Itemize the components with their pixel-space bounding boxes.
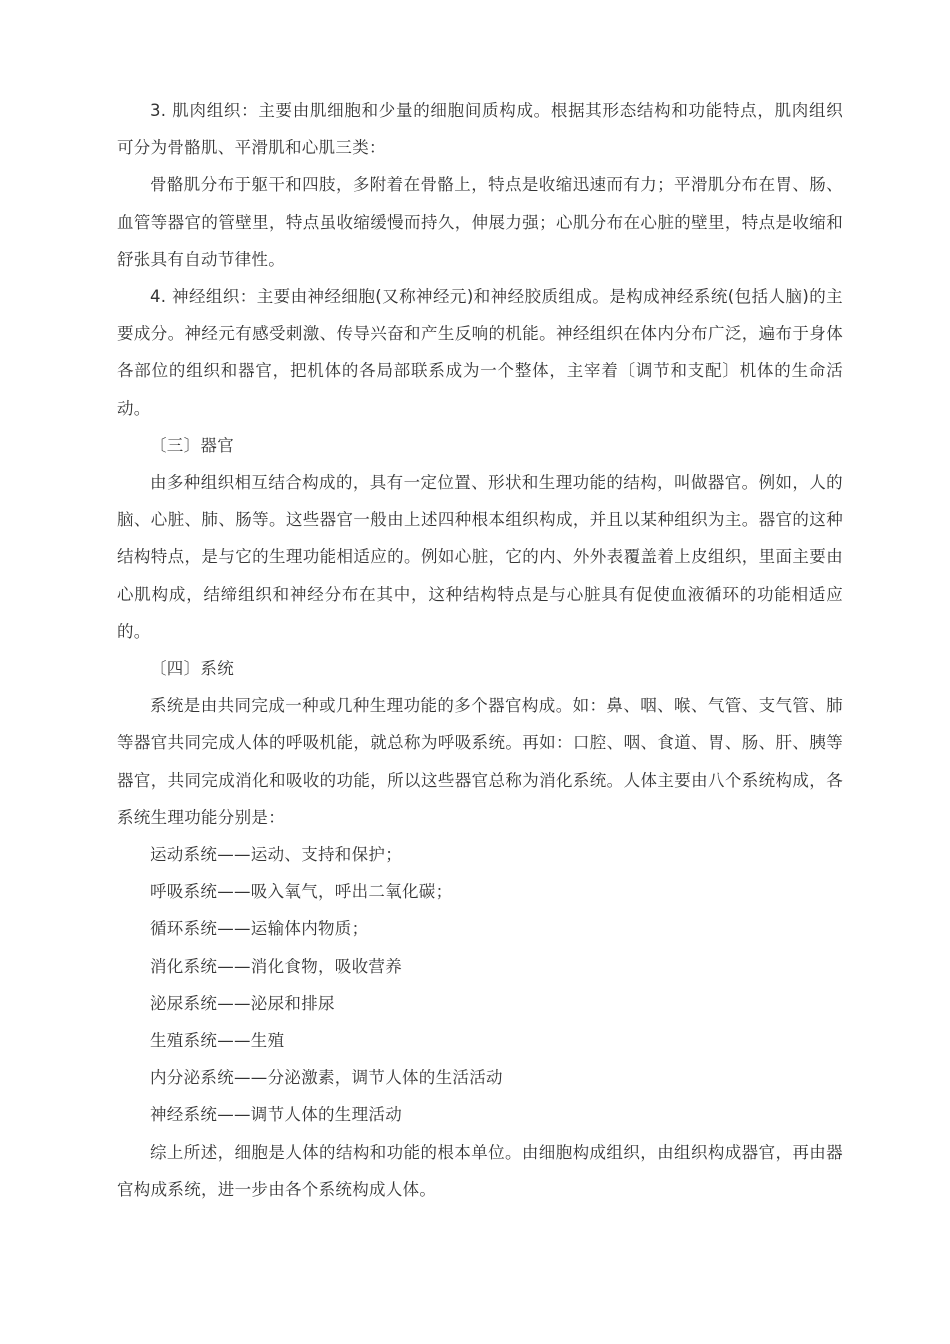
system-list-item: 泌尿系统——泌尿和排尿 [150,993,335,1013]
muscle-types-paragraph: 骨骼肌分布于躯干和四肢，多附着在骨骼上，特点是收缩迅速而有力；平滑肌分布在胃、肠、血管等器官的管壁里，特点虽收缩缓慢而持久，伸展力强；心肌分布在心脏的壁里，特点是收缩和舒张具有自动节律性。 [117,175,843,269]
system-list-item: 神经系统——调节人体的生理活动 [150,1105,402,1125]
conclusion-paragraph: 综上所述，细胞是人体的结构和功能的根本单位。由细胞构成组织，由组织构成器官，再由器官构成系统，进一步由各个系统构成人体。 [117,1142,843,1199]
system-list-item: 循环系统——运输体内物质； [150,919,369,939]
nerve-tissue-paragraph: 4. 神经组织：主要由神经细胞(又称神经元)和神经胶质组成。是构成神经系统(包括人脑)的主要成分。神经元有感受刺激、传导兴奋和产生反响的机能。神经组织在体内分布广泛，遍布于身体各部位的组织和器官，把机体的各局部联系成为一个整体，主宰着〔调节和支配〕机体的生命活动。 [117,287,843,418]
system-list-item: 运动系统——运动、支持和保护； [150,845,402,865]
systems-paragraph: 系统是由共同完成一种或几种生理功能的多个器官构成。如：鼻、咽、喉、气管、支气管、肺等器官共同完成人体的呼吸机能，就总称为呼吸系统。再如：口腔、咽、食道、胃、肠、肝、胰等器官，共同完成消化和吸收的功能，所以这些器官总称为消化系统。人体主要由八个系统构成，各系统生理功能分别是： [117,696,843,827]
systems-heading: 〔四〕系统 [150,659,234,679]
organs-heading: 〔三〕器官 [150,435,234,455]
system-list-item: 呼吸系统——吸入氧气，呼出二氧化碳； [150,882,453,902]
organs-paragraph: 由多种组织相互结合构成的，具有一定位置、形状和生理功能的结构，叫做器官。例如，人的脑、心脏、肺、肠等。这些器官一般由上述四种根本组织构成，并且以某种组织为主。器官的这种结构特点，是与它的生理功能相适应的。例如心脏，它的内、外外表覆盖着上皮组织，里面主要由心肌构成，结缔组织和神经分布在其中，这种结构特点是与心脏具有促使血液循环的功能相适应的。 [117,473,843,641]
system-list-item: 消化系统——消化食物，吸收营养 [150,956,402,976]
document-body [117,92,843,1208]
system-list-item: 生殖系统——生殖 [150,1031,285,1051]
muscle-tissue-paragraph: 3. 肌肉组织：主要由肌细胞和少量的细胞间质构成。根据其形态结构和功能特点，肌肉组织可分为骨骼肌、平滑肌和心肌三类： [117,101,843,158]
system-list-item: 内分泌系统——分泌激素，调节人体的生活活动 [150,1068,503,1088]
